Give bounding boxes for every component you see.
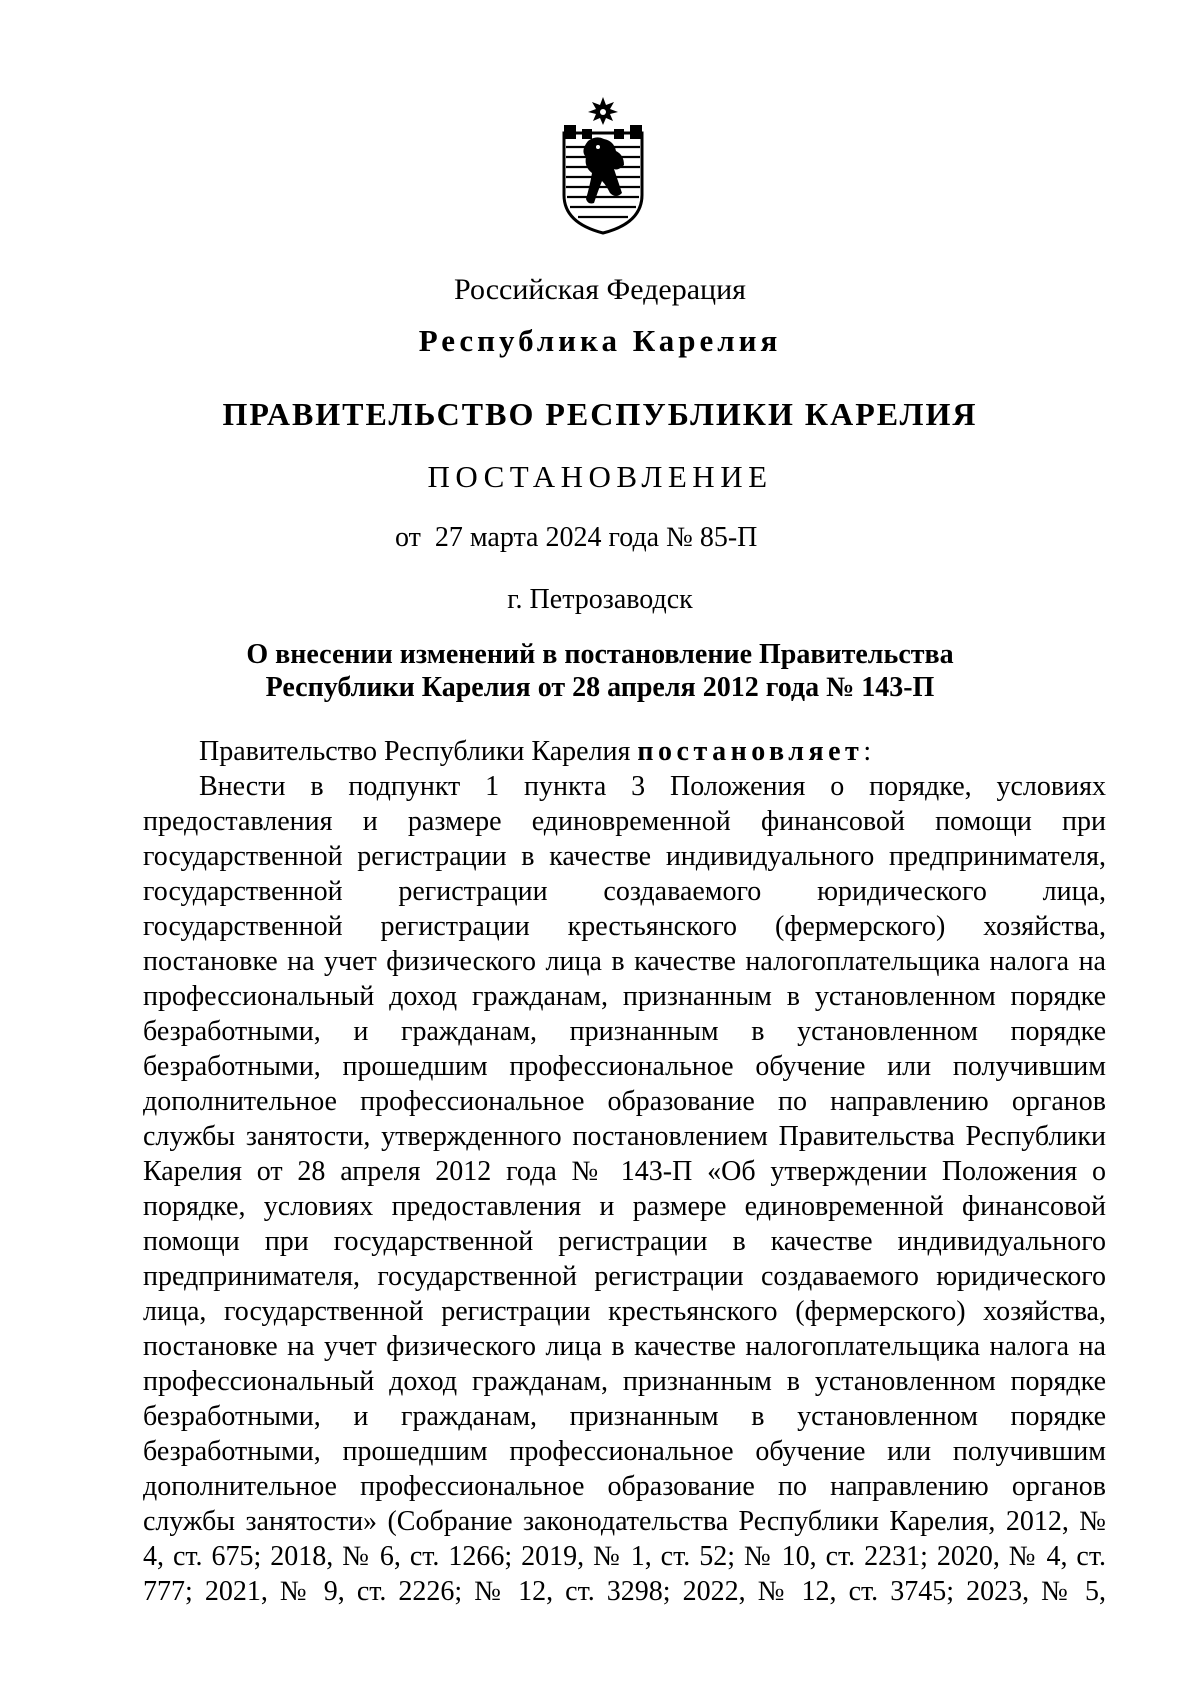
government-name: ПРАВИТЕЛЬСТВО РЕСПУБЛИКИ КАРЕЛИЯ	[222, 396, 978, 432]
document-title-line-2: Республики Карелия от 28 апреля 2012 года № 143-П	[265, 672, 935, 703]
document-city: г. Петрозаводск	[507, 584, 693, 615]
country-name: Российская Федерация	[454, 273, 746, 306]
decree-statement	[143, 734, 1106, 769]
document-body	[143, 734, 1106, 1609]
document-type: ПОСТАНОВЛЕНИЕ	[427, 459, 773, 494]
document-title	[0, 638, 1200, 704]
document-date-number: от 27 марта 2024 года № 85-П	[395, 522, 758, 553]
document-title-line-1: О внесении изменений в постановление Правительства	[246, 639, 954, 670]
decree-verb: постановляет	[637, 736, 864, 767]
decree-colon: :	[863, 736, 872, 767]
karelia-coat-of-arms-icon	[558, 95, 648, 235]
main-paragraph: Внести в подпункт 1 пункта 3 Положения о порядке, условиях предоставления и размере единовременной финансовой помощи при государственной регистрации в качестве индивидуального предпринимателя, государственной регистрации создаваемого юридического лица, государственной регистрации крестьянского (фермерского) хозяйства, постановке на учет физического лица в качестве налогоплательщика налога на профессиональный доход гражданам, признанным в установленном порядке безработными, и гражданам, признанным в установленном порядке безработными, прошедшим профессиональное обучение или получившим дополнительное профессиональное образование по направлению органов службы занятости, утвержденного постановлением Правительства Республики Карелия от 28 апреля 2012 года № 143-П «Об утверждении Положения о порядке, условиях предоставления и размере единовременной финансовой помощи при государственной регистрации в качестве индивидуального предпринимателя, государственной регистрации создаваемого юридического лица, государственной регистрации крестьянского (фермерского) хозяйства, постановке на учет физического лица в качестве налогоплательщика налога на профессиональный доход гражданам, признанным в установленном порядке безработными, и гражданам, признанным в установленном порядке безработными, прошедшим профессиональное обучение или получившим дополнительное профессиональное образование по направлению органов службы занятости» (Собрание законодательства Республики Карелия, 2012, № 4, ст. 675; 2018, № 6, ст. 1266; 2019, № 1, ст. 52; № 10, ст. 2231; 2020, № 4, ст. 777; 2021, № 9, ст. 2226; № 12, ст. 3298; 2022, № 12, ст. 3745; 2023, № 5,	[143, 771, 1106, 1607]
decree-intro: Правительство Республики Карелия	[199, 736, 638, 767]
republic-name: Республика Карелия	[418, 323, 782, 358]
